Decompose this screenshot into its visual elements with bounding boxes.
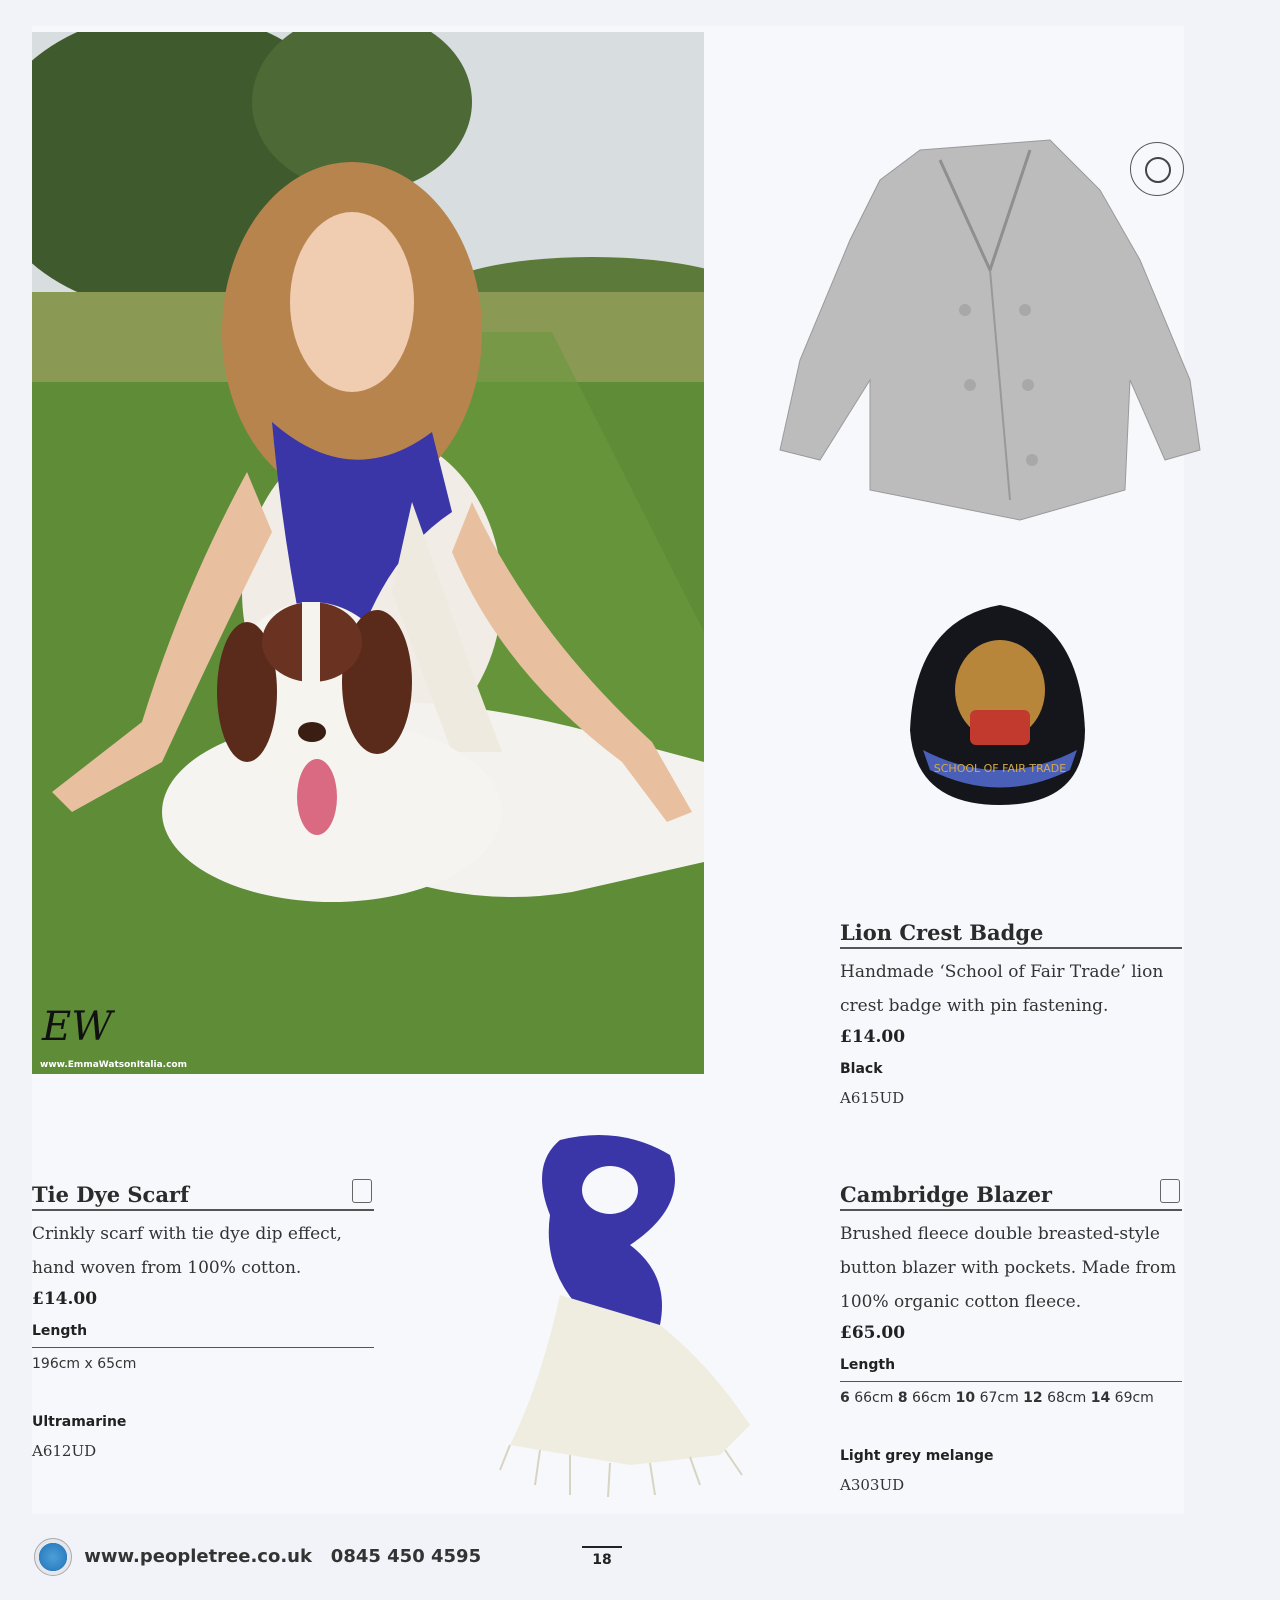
size-number: 12 — [1023, 1390, 1043, 1406]
product-colour: Black — [840, 1061, 883, 1077]
scarf-image — [480, 1125, 760, 1525]
lion-crest-badge-image — [905, 600, 1095, 810]
size-length: 67cm — [979, 1390, 1024, 1406]
size-length: 66cm — [912, 1390, 956, 1406]
product-tie-dye-scarf — [32, 1182, 374, 1460]
product-price: £14.00 — [840, 1027, 906, 1047]
size-lengths — [840, 1390, 1182, 1406]
product-title: Cambridge Blazer — [840, 1182, 1052, 1207]
size-length: 68cm — [1047, 1390, 1091, 1406]
product-price: £65.00 — [840, 1323, 906, 1343]
size-length: 66cm — [854, 1390, 898, 1406]
product-colour: Light grey melange — [840, 1448, 994, 1464]
product-title: Lion Crest Badge — [840, 920, 1182, 949]
watermark: www.EmmaWatsonItalia.com — [40, 1060, 187, 1070]
footer-contact — [34, 1538, 481, 1576]
footer-url[interactable]: www.peopletree.co.uk — [84, 1546, 312, 1567]
product-title: Tie Dye Scarf — [32, 1182, 190, 1207]
product-code: A615UD — [840, 1089, 905, 1107]
product-description: Crinkly scarf with tie dye dip effect, hand woven from 100% cotton. — [32, 1224, 342, 1278]
size-length: 69cm — [1114, 1390, 1154, 1406]
hand-wash-icon — [352, 1179, 372, 1203]
length-value: 196cm x 65cm — [32, 1356, 137, 1372]
size-number: 10 — [955, 1390, 976, 1406]
product-lion-crest-badge — [840, 920, 1182, 1107]
crest-text: SCHOOL OF FAIR TRADE — [933, 762, 1067, 775]
footer-phone: 0845 450 4595 — [330, 1546, 482, 1567]
product-title-row — [840, 1182, 1182, 1211]
size-number: 6 — [840, 1390, 850, 1406]
product-description: Handmade ‘School of Fair Trade’ lion crest badge with pin fastening. — [840, 962, 1164, 1016]
product-description: Brushed fleece double breasted-style button blazer with pockets. Made from 100% organic cotton fleece. — [840, 1224, 1177, 1312]
blazer-image — [770, 130, 1220, 530]
signature: EW — [42, 1004, 113, 1050]
length-label: Length — [32, 1323, 374, 1348]
size-number: 8 — [897, 1390, 908, 1406]
product-code: A612UD — [32, 1442, 97, 1460]
size-number: 14 — [1090, 1390, 1111, 1406]
lifestyle-photo — [32, 32, 704, 1074]
product-colour: Ultramarine — [32, 1414, 127, 1430]
length-label: Length — [840, 1357, 1182, 1382]
product-code: A303UD — [840, 1476, 905, 1494]
page-number: 18 — [582, 1546, 622, 1568]
product-title-row — [32, 1182, 374, 1211]
product-price: £14.00 — [32, 1289, 98, 1309]
world-fair-trade-logo — [34, 1538, 72, 1576]
machine-wash-icon — [1160, 1179, 1180, 1203]
product-cambridge-blazer — [840, 1182, 1182, 1494]
